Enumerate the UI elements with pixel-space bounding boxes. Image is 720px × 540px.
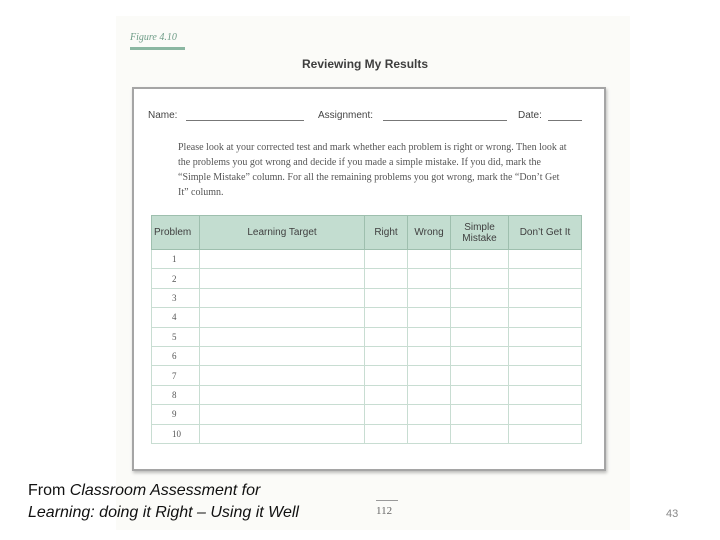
problem-number: 2	[152, 269, 200, 288]
column-header: Don’t Get It	[509, 216, 582, 250]
blank-cell	[365, 327, 408, 346]
blank-cell	[451, 346, 509, 365]
blank-cell	[509, 366, 582, 385]
book-page-number: 112	[376, 505, 393, 517]
problem-number: 8	[152, 385, 200, 404]
blank-cell	[365, 424, 408, 443]
assignment-line	[383, 120, 507, 121]
date-label: Date:	[518, 110, 542, 121]
problem-number: 3	[152, 288, 200, 307]
blank-cell	[365, 366, 408, 385]
blank-cell	[408, 308, 451, 327]
blank-cell	[200, 327, 365, 346]
blank-cell	[509, 269, 582, 288]
blank-cell	[451, 269, 509, 288]
blank-cell	[451, 308, 509, 327]
citation-prefix: From	[28, 482, 70, 499]
problem-number: 4	[152, 308, 200, 327]
table-row	[152, 385, 582, 404]
figure-label-underline	[130, 47, 185, 50]
table-row	[152, 405, 582, 424]
blank-cell	[451, 385, 509, 404]
table-row	[152, 269, 582, 288]
blank-cell	[408, 405, 451, 424]
blank-cell	[408, 346, 451, 365]
blank-cell	[200, 269, 365, 288]
blank-cell	[408, 385, 451, 404]
blank-cell	[408, 288, 451, 307]
citation	[28, 480, 299, 524]
blank-cell	[200, 346, 365, 365]
blank-cell	[200, 424, 365, 443]
problem-number: 1	[152, 250, 200, 269]
table-body	[152, 250, 582, 444]
problem-number: 10	[152, 424, 200, 443]
book-page-rule	[376, 500, 398, 501]
blank-cell	[365, 250, 408, 269]
table-row	[152, 327, 582, 346]
name-label: Name:	[148, 110, 178, 121]
blank-cell	[451, 424, 509, 443]
blank-cell	[365, 308, 408, 327]
problem-number: 6	[152, 346, 200, 365]
blank-cell	[408, 327, 451, 346]
blank-cell	[509, 346, 582, 365]
column-header: Simple Mistake	[451, 216, 509, 250]
blank-cell	[451, 366, 509, 385]
figure-label: Figure 4.10	[130, 32, 177, 43]
table-row	[152, 366, 582, 385]
blank-cell	[509, 288, 582, 307]
blank-cell	[200, 308, 365, 327]
slide-number: 43	[666, 508, 679, 520]
blank-cell	[365, 346, 408, 365]
blank-cell	[365, 269, 408, 288]
blank-cell	[408, 366, 451, 385]
blank-cell	[200, 250, 365, 269]
table-row	[152, 308, 582, 327]
column-header: Wrong	[408, 216, 451, 250]
blank-cell	[200, 385, 365, 404]
column-header: Learning Target	[200, 216, 365, 250]
blank-cell	[509, 250, 582, 269]
table-row	[152, 288, 582, 307]
worksheet-title: Reviewing My Results	[302, 57, 429, 71]
blank-cell	[451, 250, 509, 269]
results-table	[151, 215, 582, 444]
problem-number: 5	[152, 327, 200, 346]
blank-cell	[200, 366, 365, 385]
table-row	[152, 346, 582, 365]
blank-cell	[451, 288, 509, 307]
blank-cell	[200, 288, 365, 307]
blank-cell	[509, 327, 582, 346]
blank-cell	[509, 405, 582, 424]
blank-cell	[200, 405, 365, 424]
table-header-row	[152, 216, 582, 250]
assignment-label: Assignment:	[318, 110, 374, 121]
table-row	[152, 250, 582, 269]
blank-cell	[451, 327, 509, 346]
blank-cell	[451, 405, 509, 424]
name-line	[186, 120, 304, 121]
problem-number: 9	[152, 405, 200, 424]
instructions-text: Please look at your corrected test and mark whether each problem is right or wrong. Then look at the problems you got wrong and decide if you made a simple mistake. If you did, mark the “Simple Mistake” column. For all the remaining problems you got wrong, mark the “Don’t Get It” column.	[178, 142, 567, 198]
blank-cell	[365, 385, 408, 404]
table-row	[152, 424, 582, 443]
blank-cell	[509, 308, 582, 327]
blank-cell	[408, 424, 451, 443]
blank-cell	[509, 385, 582, 404]
blank-cell	[509, 424, 582, 443]
column-header: Problem	[152, 216, 200, 250]
citation-title-line2: Learning: doing it Right – Using it Well	[28, 504, 299, 521]
blank-cell	[365, 405, 408, 424]
blank-cell	[408, 269, 451, 288]
citation-title-line1: Classroom Assessment for	[69, 482, 261, 499]
date-line	[548, 120, 582, 121]
blank-cell	[365, 288, 408, 307]
problem-number: 7	[152, 366, 200, 385]
blank-cell	[408, 250, 451, 269]
column-header: Right	[365, 216, 408, 250]
